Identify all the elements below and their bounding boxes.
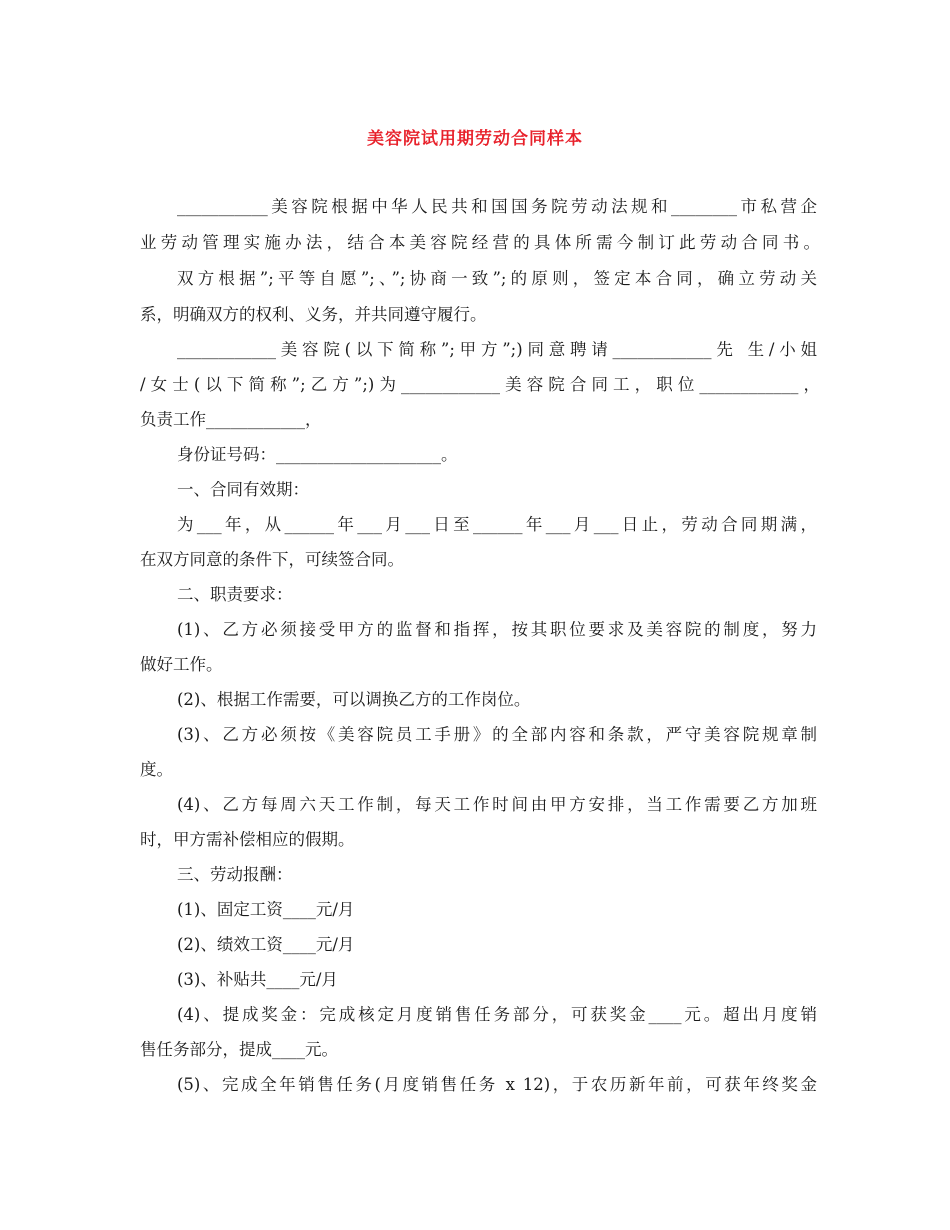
paragraph-line: 双方根据”;平等自愿”;、”;协商一致”;的原则，签定本合同，确立劳动关 (177, 269, 817, 288)
paragraph-line: (4)、乙方每周六天工作制，每天工作时间由甲方安排，当工作需要乙方加班 (177, 795, 817, 814)
document-title: 美容院试用期劳动合同样本 (367, 129, 583, 149)
section-heading: 一、合同有效期： (177, 480, 309, 499)
section-heading: 二、职责要求： (177, 585, 293, 604)
paragraph-line: (1)、固定工资____元/月 (177, 900, 355, 919)
paragraph-line: (3)、补贴共____元/月 (177, 970, 338, 989)
paragraph-line: (5)、完成全年销售任务(月度销售任务 x 12)，于农历新年前，可获年终奖金 (177, 1075, 817, 1094)
paragraph-line: 时，甲方需补偿相应的假期。 (140, 830, 355, 849)
paragraph-line: /女士(以下简称”;乙方”;)为____________美容院合同工，职位____________， (140, 375, 820, 394)
paragraph-line: 负责工作____________， (140, 410, 322, 429)
paragraph-line: 业劳动管理实施办法，结合本美容院经营的具体所需今制订此劳动合同书。 (140, 233, 820, 252)
paragraph-line: 售任务部分，提成____元。 (140, 1040, 338, 1059)
paragraph-line: 度。 (140, 760, 173, 779)
paragraph-line: 在双方同意的条件下，可续签合同。 (140, 550, 404, 569)
section-heading: 三、劳动报酬： (177, 865, 293, 884)
paragraph-line: ___________美容院根据中华人民共和国国务院劳动法规和________市私营企 (177, 197, 817, 216)
paragraph-line: 为___年，从______年___月___日至______年___月___日止，劳动合同期满， (177, 515, 817, 534)
paragraph-line: ____________美容院(以下简称”;甲方”;)同意聘请____________先 生/小姐 (177, 340, 817, 359)
paragraph-line: (2)、根据工作需要，可以调换乙方的工作岗位。 (177, 690, 531, 709)
paragraph-line: 身份证号码：____________________。 (177, 445, 458, 464)
paragraph-line: (1)、乙方必须接受甲方的监督和指挥，按其职位要求及美容院的制度，努力 (177, 620, 817, 639)
paragraph-line: (4)、提成奖金：完成核定月度销售任务部分，可获奖金____元。超出月度销 (177, 1005, 817, 1024)
paragraph-line: 做好工作。 (140, 655, 223, 674)
paragraph-line: 系，明确双方的权利、义务，并共同遵守履行。 (140, 305, 487, 324)
paragraph-line: (2)、绩效工资____元/月 (177, 935, 355, 954)
paragraph-line: (3)、乙方必须按《美容院员工手册》的全部内容和条款，严守美容院规章制 (177, 725, 817, 744)
